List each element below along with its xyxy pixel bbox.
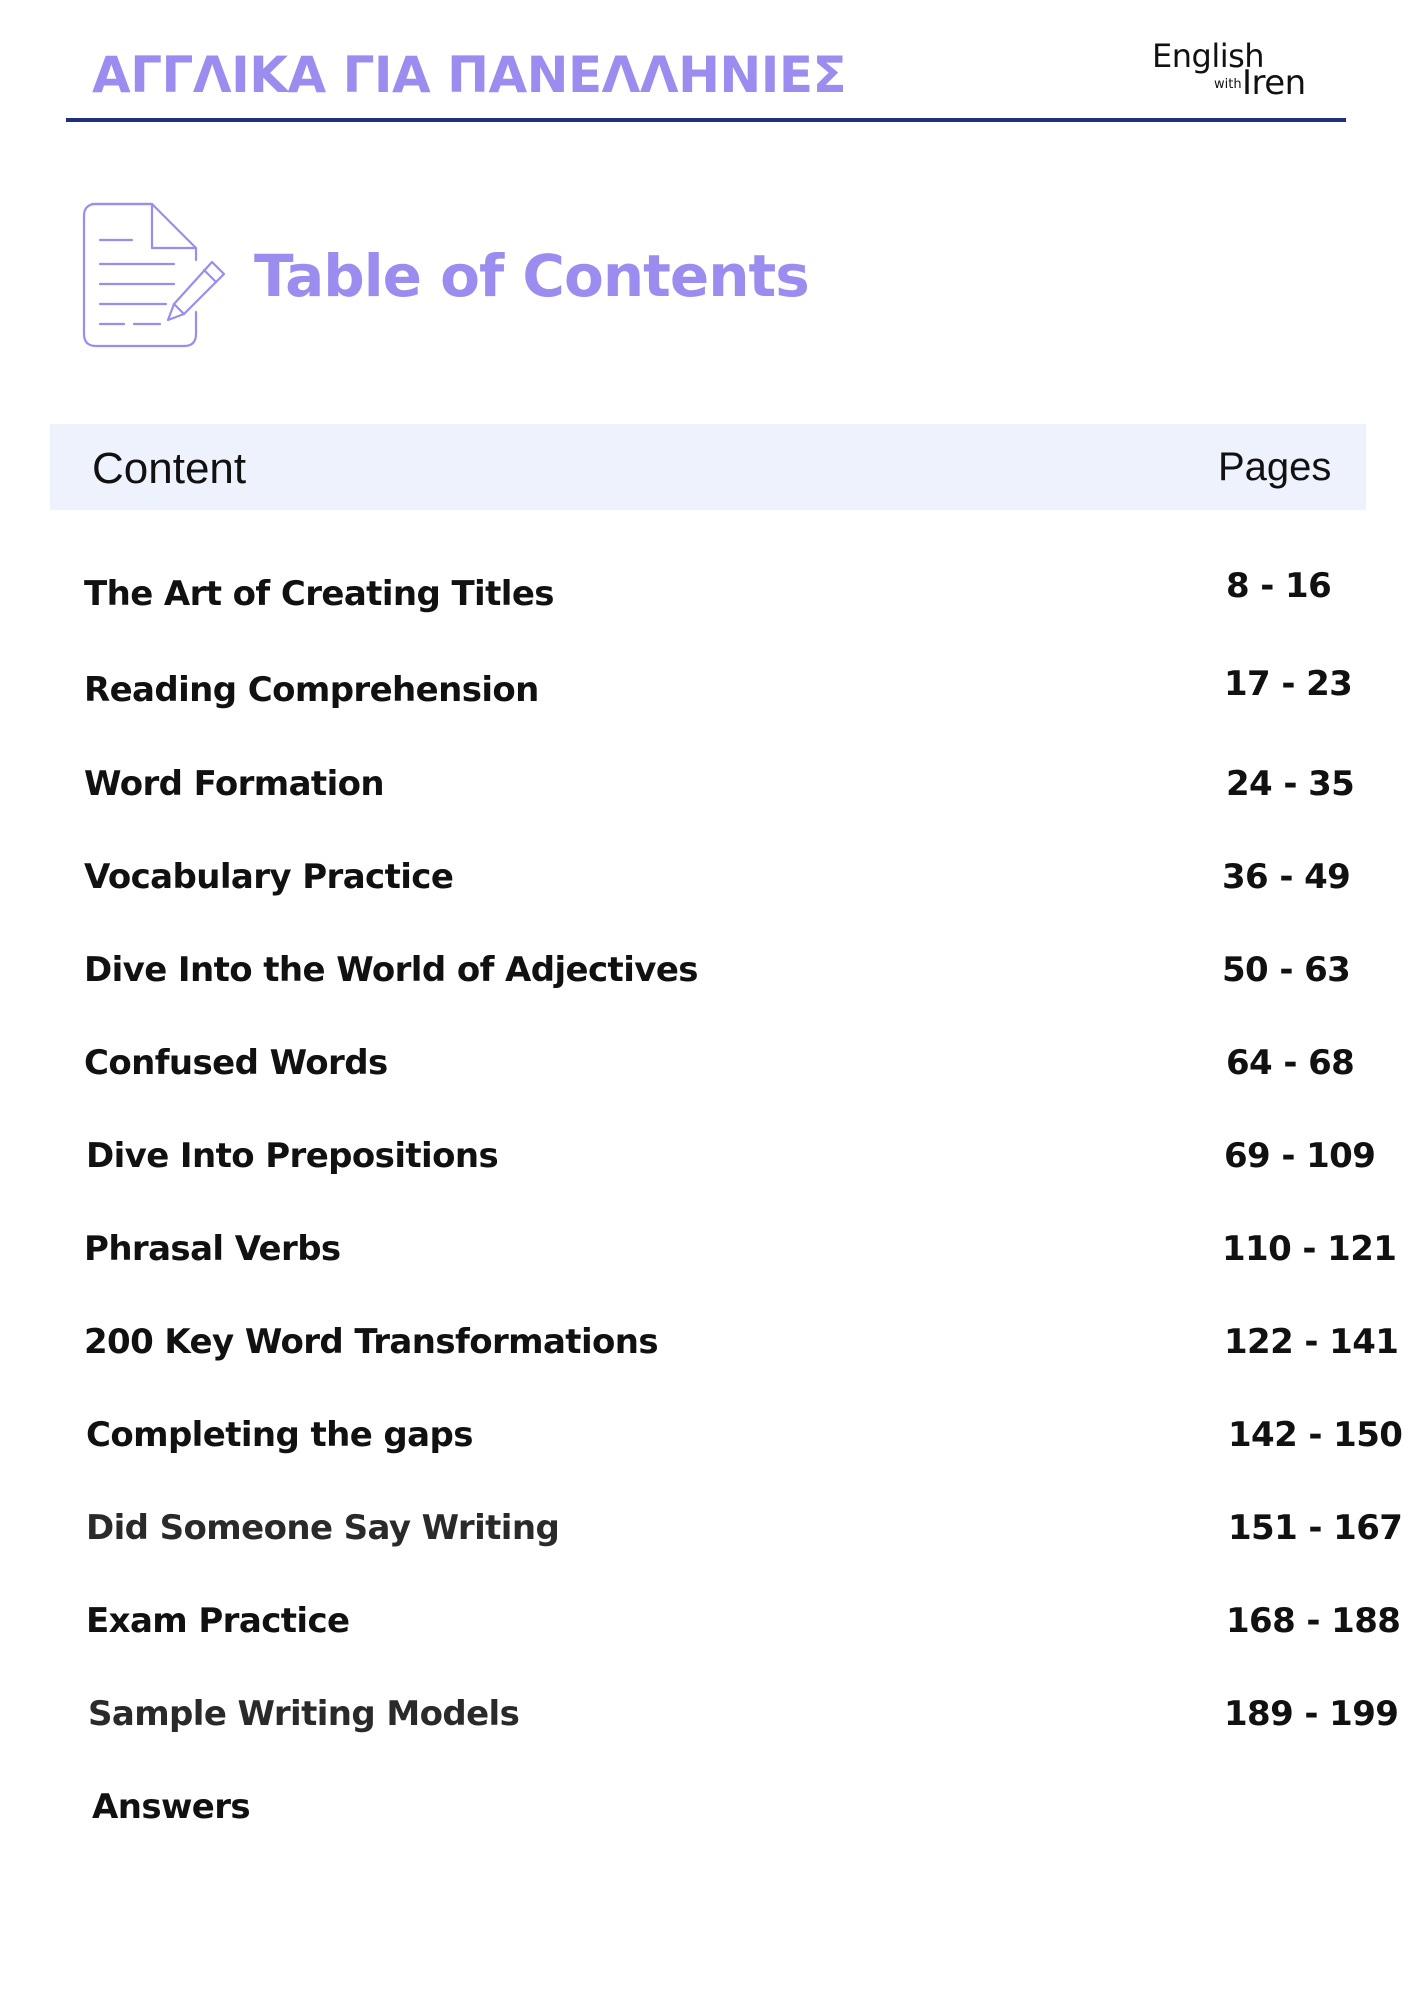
toc-row	[0, 940, 1414, 1000]
logo-word-with: with	[1214, 77, 1242, 92]
toc-entry-pages: 168 - 188	[1226, 1601, 1401, 1641]
table-header	[50, 424, 1366, 510]
toc-entry-pages: 189 - 199	[1224, 1694, 1399, 1734]
toc-entry-pages: 36 - 49	[1222, 857, 1351, 897]
toc-entry-title: Completing the gaps	[86, 1415, 473, 1455]
toc-entry-title: Reading Comprehension	[84, 670, 539, 710]
toc-entry-pages: 8 - 16	[1226, 566, 1332, 606]
toc-entry-title: Phrasal Verbs	[84, 1229, 341, 1269]
toc-entry-title: Word Formation	[84, 764, 385, 804]
toc-row	[0, 1033, 1414, 1093]
logo-word-iren: Iren	[1242, 63, 1306, 103]
toc-row	[0, 754, 1414, 814]
brand-logo	[1150, 34, 1310, 104]
toc-entry-pages: 142 - 150	[1228, 1415, 1403, 1455]
toc-entry-pages: 110 - 121	[1222, 1229, 1397, 1269]
toc-row	[0, 1591, 1414, 1651]
toc-entry-title: Dive Into the World of Adjectives	[84, 950, 698, 990]
toc-entry-pages: 24 - 35	[1226, 764, 1355, 804]
toc-row	[0, 1684, 1414, 1744]
toc-entry-pages: 122 - 141	[1224, 1322, 1399, 1362]
toc-entry-pages: 17 - 23	[1224, 664, 1353, 704]
toc-entry-pages: 151 - 167	[1228, 1508, 1403, 1548]
toc-entry-title: Answers	[92, 1787, 251, 1827]
toc-entry-title: Exam Practice	[86, 1601, 350, 1641]
header-title: ΑΓΓΛΙΚΑ ΓΙΑ ΠΑΝΕΛΛΗΝΙΕΣ	[92, 46, 847, 104]
page-title: Table of Contents	[254, 242, 809, 310]
toc-entry-pages: 69 - 109	[1224, 1136, 1376, 1176]
toc-row	[0, 847, 1414, 907]
toc-entry-title: Did Someone Say Writing	[86, 1508, 560, 1548]
toc-entry-title: Vocabulary Practice	[84, 857, 454, 897]
toc-row	[0, 1498, 1414, 1558]
column-header-content: Content	[92, 444, 247, 493]
toc-row	[0, 1126, 1414, 1186]
toc-entry-title: 200 Key Word Transformations	[84, 1322, 659, 1362]
toc-entry-title: The Art of Creating Titles	[84, 574, 554, 614]
toc-row	[0, 1405, 1414, 1465]
logo-word-english: English	[1152, 37, 1265, 75]
column-header-pages: Pages	[1218, 445, 1332, 489]
toc-row	[0, 1219, 1414, 1279]
toc-entry-title: Dive Into Prepositions	[86, 1136, 499, 1176]
toc-row	[0, 1312, 1414, 1372]
toc-row	[0, 1777, 1414, 1837]
toc-entry-title: Sample Writing Models	[88, 1694, 520, 1734]
toc-row	[0, 660, 1414, 720]
header-divider	[66, 118, 1346, 122]
toc-entry-pages: 64 - 68	[1226, 1043, 1355, 1083]
document-pencil-icon	[80, 200, 228, 350]
toc-entry-title: Confused Words	[84, 1043, 388, 1083]
toc-row	[0, 564, 1414, 624]
toc-entry-pages: 50 - 63	[1222, 950, 1351, 990]
